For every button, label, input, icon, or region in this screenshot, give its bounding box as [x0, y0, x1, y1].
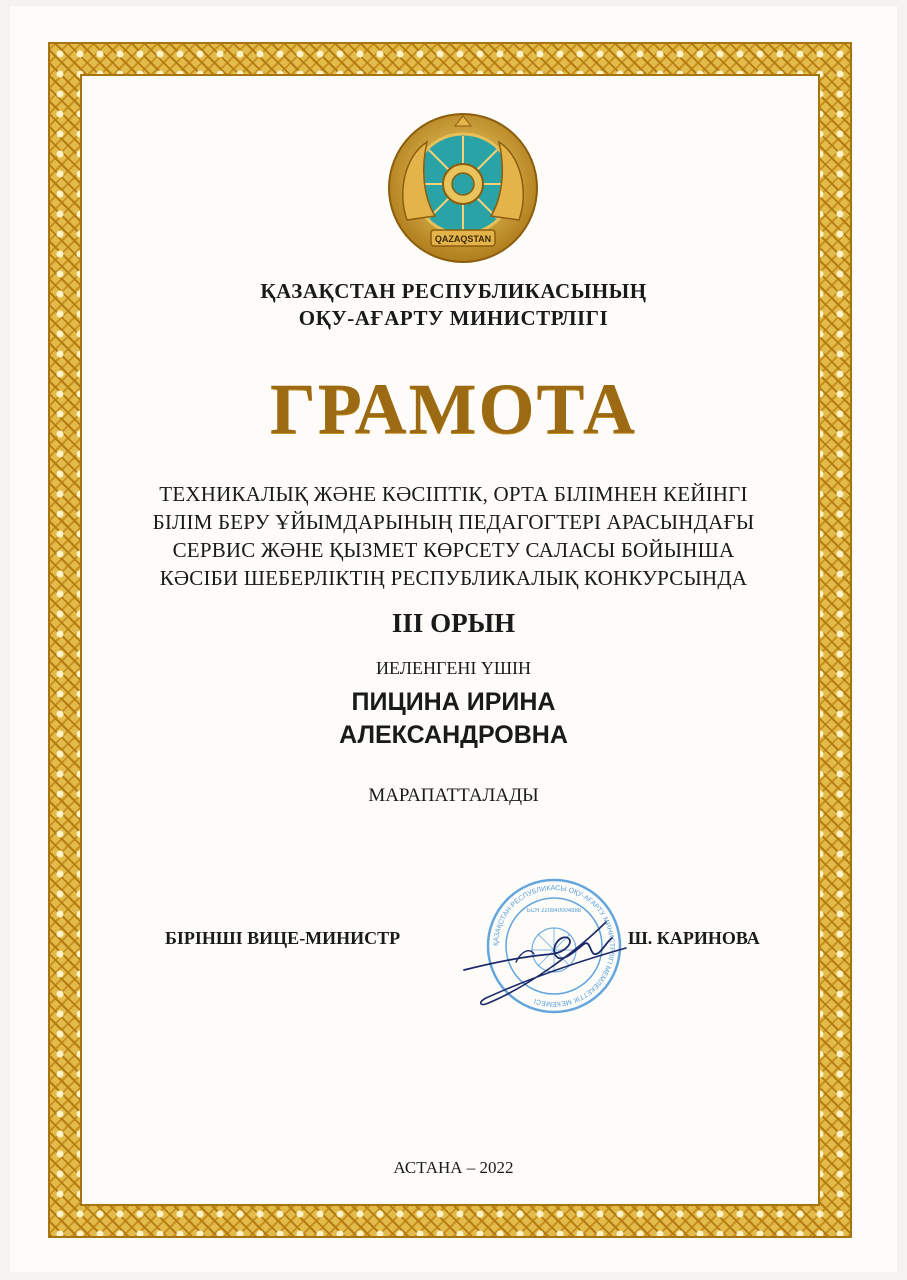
ministry-line-2: ОҚУ-АҒАРТУ МИНИСТРЛІГІ	[298, 306, 609, 330]
ministry-name	[0, 278, 907, 332]
ministry-line-1: ҚАЗАҚСТАН РЕСПУБЛИКАСЫНЫҢ	[260, 279, 647, 303]
award-place: III ОРЫН	[391, 608, 516, 638]
recipient-name	[0, 686, 907, 752]
awarded-text: МАРАПАТТАЛАДЫ	[368, 785, 539, 806]
kazakhstan-emblem-icon	[387, 112, 539, 264]
recipient-line-1: ПИЦИНА ИРИНА	[351, 688, 556, 716]
handwritten-signature	[456, 892, 636, 1012]
stamp-ring-text: ҚАЗАҚСТАН РЕСПУБЛИКАСЫ ОҚУ-АҒАРТУ МИНИСТРЛІГІ МЕМЛЕКЕТТІК МЕКЕМЕСІ	[492, 884, 616, 1008]
stamp-id: БСН 220840004888	[526, 908, 582, 914]
signatory-role: БІРІНШІ ВИЦЕ-МИНИСТР	[165, 928, 401, 948]
city-year: АСТАНА – 2022	[393, 1158, 514, 1177]
emblem-label: QAZAQSTAN	[434, 234, 492, 244]
signatory-name: Ш. КАРИНОВА	[628, 928, 760, 948]
description-line-4: КӘСІБИ ШЕБЕРЛІКТІҢ РЕСПУБЛИКАЛЫҚ КОНКУРСЫНДА	[159, 566, 748, 590]
description-line-3: СЕРВИС ЖӘНЕ ҚЫЗМЕТ КӨРСЕТУ САЛАСЫ БОЙЫНША	[172, 538, 735, 562]
award-description	[0, 480, 907, 592]
description-line-1: ТЕХНИКАЛЫҚ ЖӘНЕ КӘСІПТІК, ОРТА БІЛІМНЕН КЕЙІНГІ	[159, 482, 748, 506]
for-text: ИЕЛЕНГЕНІ ҮШІН	[375, 658, 531, 678]
certificate-title: ГРАМОТА	[270, 369, 637, 449]
recipient-line-2: АЛЕКСАНДРОВНА	[339, 721, 568, 749]
description-line-2: БІЛІМ БЕРУ ҰЙЫМДАРЫНЫҢ ПЕДАГОГТЕРІ АРАСЫНДАҒЫ	[152, 510, 755, 534]
